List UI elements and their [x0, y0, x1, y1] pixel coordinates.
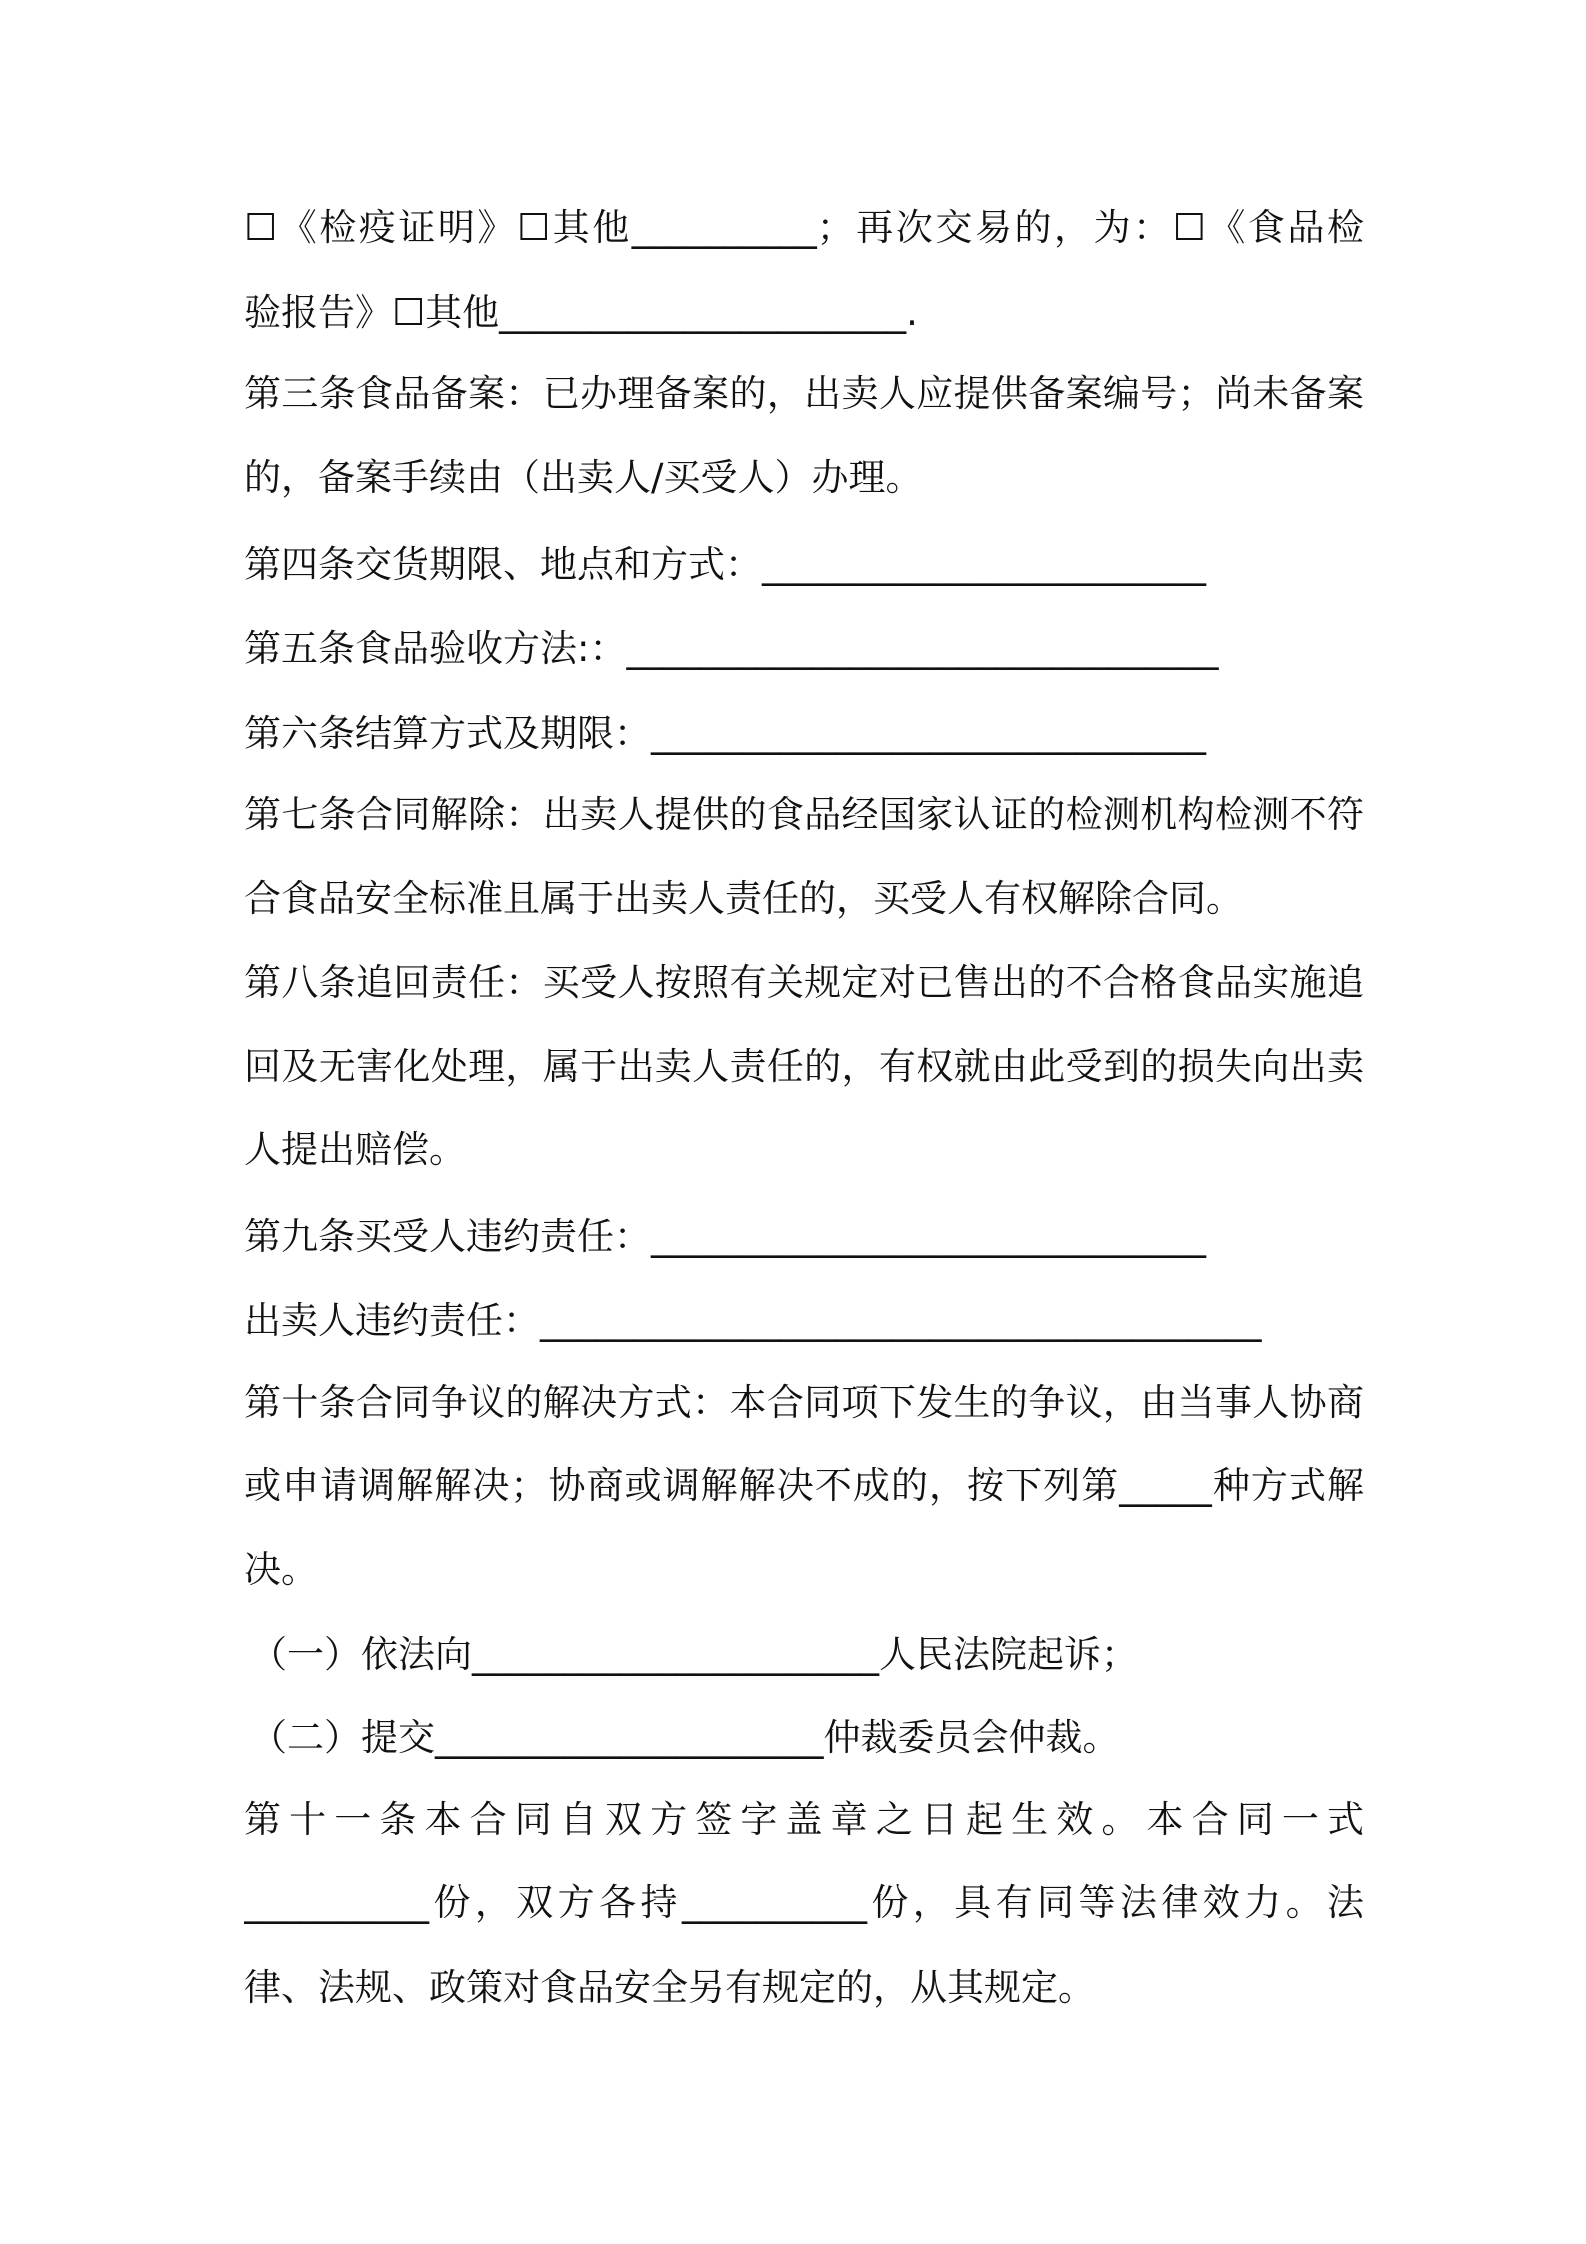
text-line-8: 第七条合同解除：出卖人提供的食品经国家认证的检测机构检测不符 — [244, 793, 1364, 836]
text-line-17: 决。 — [244, 1548, 318, 1591]
text-line-1: ☐《检疫证明》☐其他__________；再次交易的，为：☐《食品检 — [244, 206, 1364, 249]
text-line-15: 第十条合同争议的解决方式：本合同项下发生的争议，由当事人协商 — [244, 1381, 1364, 1424]
text-line-4: 的，备案手续由（出卖人/买受人）办理。 — [244, 456, 923, 499]
text-line-14: 出卖人违约责任：_______________________________________ — [244, 1299, 1262, 1342]
text-line-19: （二）提交_____________________仲裁委员会仲裁。 — [250, 1716, 1120, 1759]
text-line-3: 第三条食品备案：已办理备案的，出卖人应提供备案编号；尚未备案 — [244, 372, 1364, 415]
text-line-16: 或申请调解解决；协商或调解解决不成的，按下列第_____种方式解 — [244, 1464, 1364, 1507]
text-line-6: 第五条食品验收方法:：________________________________ — [244, 627, 1219, 670]
text-line-11: 回及无害化处理，属于出卖人责任的，有权就由此受到的损失向出卖 — [244, 1045, 1364, 1088]
text-line-5: 第四条交货期限、地点和方式：________________________ — [244, 543, 1206, 586]
text-line-22: 律、法规、政策对食品安全另有规定的，从其规定。 — [244, 1966, 1095, 2009]
text-line-2: 验报告》☐其他______________________. — [244, 291, 918, 334]
text-line-10: 第八条追回责任：买受人按照有关规定对已售出的不合格食品实施追 — [244, 961, 1364, 1004]
text-line-7: 第六条结算方式及期限：______________________________ — [244, 712, 1206, 755]
text-line-13: 第九条买受人违约责任：______________________________ — [244, 1215, 1206, 1258]
text-line-18: （一）依法向______________________人民法院起诉； — [250, 1633, 1138, 1676]
text-line-9: 合食品安全标准且属于出卖人责任的，买受人有权解除合同。 — [244, 877, 1243, 920]
text-line-21: __________份，双方各持__________份，具有同等法律效力。法 — [244, 1881, 1364, 1924]
text-line-12: 人提出赔偿。 — [244, 1128, 466, 1171]
text-line-20: 第十一条本合同自双方签字盖章之日起生效。本合同一式 — [244, 1798, 1364, 1841]
